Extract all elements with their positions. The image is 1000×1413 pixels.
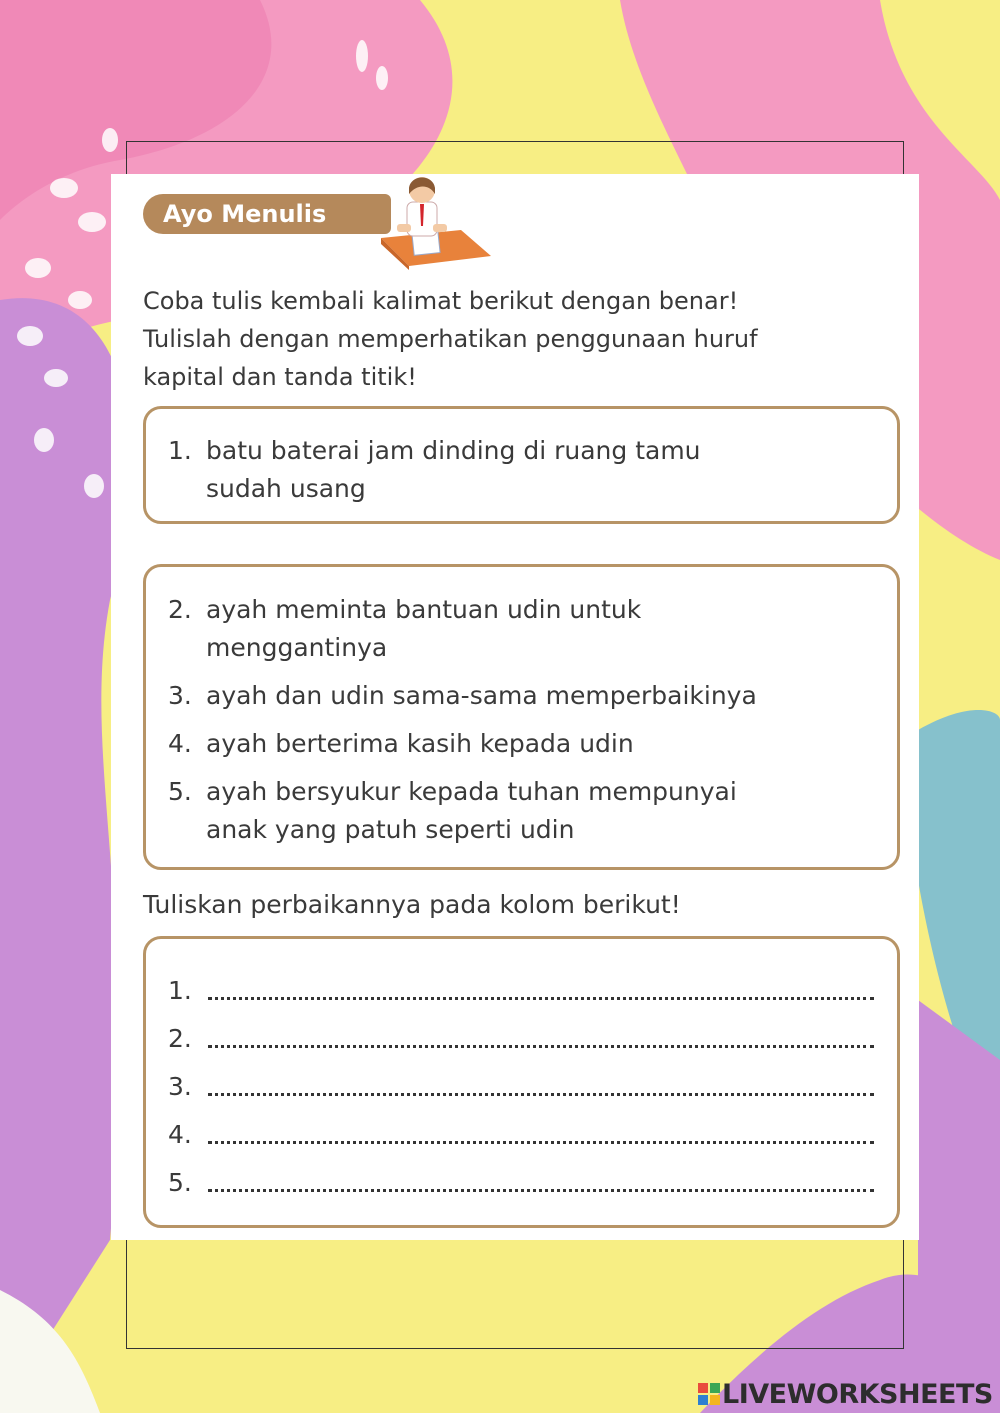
dotted-answer-line[interactable] [208, 1189, 874, 1192]
sentence-item [168, 432, 701, 508]
answer-number: 3. [168, 1072, 192, 1101]
item-text: sudah usang [206, 474, 366, 503]
answer-number: 5. [168, 1168, 192, 1197]
item-number: 2. [168, 595, 192, 624]
answer-number: 1. [168, 976, 192, 1005]
instructions [143, 282, 903, 396]
worksheet-card [111, 174, 919, 1240]
banner-label: Ayo Menulis [163, 200, 327, 228]
dotted-answer-line[interactable] [208, 1141, 874, 1144]
item-number: 1. [168, 436, 192, 465]
item-text: ayah meminta bantuan udin untuk [206, 595, 642, 624]
dotted-answer-line[interactable] [208, 1045, 874, 1048]
sentence-box-1 [143, 406, 900, 524]
item-text: menggantinya [206, 633, 388, 662]
answer-prompt: Tuliskan perbaikannya pada kolom berikut! [143, 890, 681, 919]
sentence-item [168, 773, 737, 849]
ayo-menulis-banner [143, 194, 391, 234]
item-number: 4. [168, 729, 192, 758]
answer-box [143, 936, 900, 1228]
item-text: ayah bersyukur kepada tuhan mempunyai [206, 777, 737, 806]
answer-line-5[interactable] [168, 1165, 878, 1201]
item-text: batu baterai jam dinding di ruang tamu [206, 436, 701, 465]
liveworksheets-logo-icon [698, 1383, 720, 1405]
liveworksheets-logo[interactable] [698, 1379, 993, 1409]
instruction-line: Coba tulis kembali kalimat berikut dengan benar! [143, 287, 739, 315]
sentence-item [168, 591, 641, 667]
dotted-answer-line[interactable] [208, 1093, 874, 1096]
item-text: ayah berterima kasih kepada udin [206, 729, 634, 758]
sentence-box-2 [143, 564, 900, 870]
answer-number: 4. [168, 1120, 192, 1149]
answer-number: 2. [168, 1024, 192, 1053]
item-text: anak yang patuh seperti udin [206, 815, 575, 844]
answer-line-3[interactable] [168, 1069, 878, 1105]
item-number: 3. [168, 681, 192, 710]
item-number: 5. [168, 777, 192, 806]
instruction-line: Tulislah dengan memperhatikan penggunaan huruf [143, 325, 758, 353]
answer-line-2[interactable] [168, 1021, 878, 1057]
student-writing-illustration [373, 174, 493, 270]
instruction-line: kapital dan tanda titik! [143, 363, 417, 391]
answer-line-1[interactable] [168, 973, 878, 1009]
sentence-item [168, 677, 757, 715]
dotted-answer-line[interactable] [208, 997, 874, 1000]
answer-line-4[interactable] [168, 1117, 878, 1153]
item-text: ayah dan udin sama-sama memperbaikinya [206, 681, 757, 710]
sentence-item [168, 725, 634, 763]
logo-text: LIVEWORKSHEETS [722, 1379, 993, 1410]
